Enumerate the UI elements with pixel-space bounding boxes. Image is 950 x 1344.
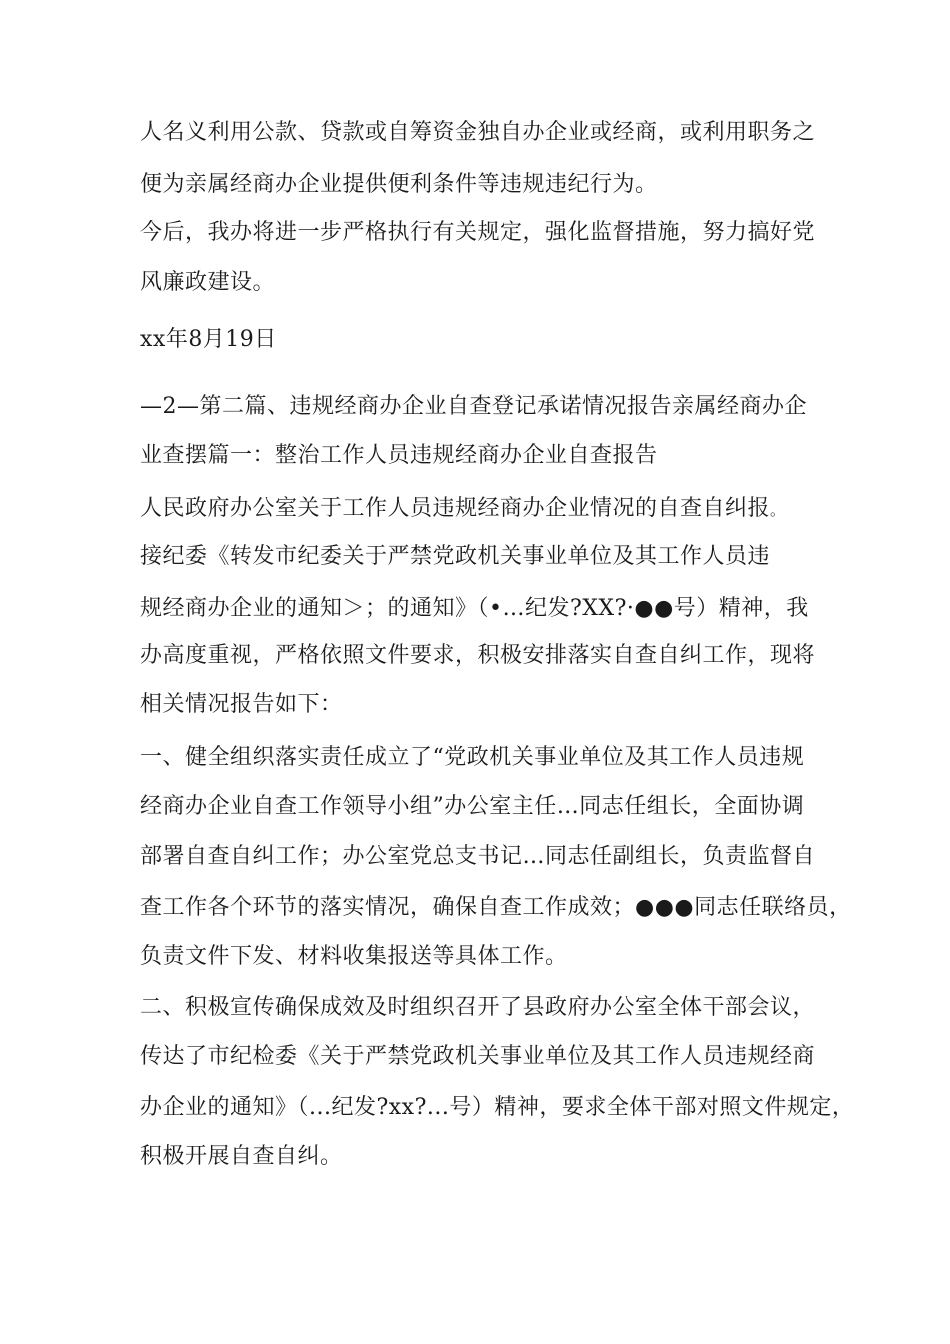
paragraph-line: —2—第二篇、违规经商办企业自查登记承诺情况报告亲属经商办企 — [140, 394, 807, 419]
line-text: 人民政府办公室关于工作人员违规经商办企业情况的自查自纠报 — [140, 496, 771, 521]
paragraph-line: 负责文件下发、材料收集报送等具体工作。 — [140, 944, 568, 969]
paragraph-line: 经商办企业自查工作领导小组”办公室主任…同志任组长，全面协调 — [140, 794, 805, 819]
paragraph-line: 传达了市纪检委《关于严禁党政机关事业单位及其工作人员违规经商 — [140, 1044, 816, 1069]
paragraph-line: 一、健全组织落实责任成立了“党政机关事业单位及其工作人员违规 — [140, 745, 805, 770]
paragraph-line: 二、积极宣传确保成效及时组织召开了县政府办公室全体干部会议， — [140, 995, 816, 1020]
paragraph-line — [140, 494, 786, 525]
paragraph-line: 业查摆篇一：整治工作人员违规经商办企业自查报告 — [140, 443, 658, 468]
paragraph-line: 今后，我办将进一步严格执行有关规定，强化监督措施，努力搞好党 — [140, 220, 816, 245]
date-line: xx年8月19日 — [140, 327, 277, 352]
paragraph-line: 接纪委《转发市纪委关于严禁党政机关事业单位及其工作人员违 — [140, 544, 771, 569]
paragraph-line: 办高度重视，严格依照文件要求，积极安排落实自查自纠工作，现将 — [140, 643, 816, 668]
paragraph-line: 便为亲属经商办企业提供便利条件等违规违纪行为。 — [140, 172, 658, 197]
paragraph-line: 相关情况报告如下： — [140, 692, 343, 717]
paragraph-line: 部署自查自纠工作；办公室党总支书记…同志任副组长，负责监督自 — [140, 844, 816, 869]
paragraph-line: 积极开展自查自纠。 — [140, 1144, 343, 1169]
paragraph-line: 办企业的通知》（...纪发?xx?...号）精神，要求全体干部对照文件规定， — [140, 1095, 855, 1120]
paragraph-line: 规经商办企业的通知＞；的通知》（•…纪发?XX?·●●号）精神，我 — [140, 596, 809, 621]
line-suffix: 。 — [770, 501, 786, 519]
paragraph-line: 人名义利用公款、贷款或自筹资金独自办企业或经商，或利用职务之 — [140, 120, 816, 145]
paragraph-line: 风廉政建设。 — [140, 270, 276, 295]
paragraph-line: 查工作各个环节的落实情况，确保自查工作成效；●●●同志任联络员， — [140, 895, 852, 920]
